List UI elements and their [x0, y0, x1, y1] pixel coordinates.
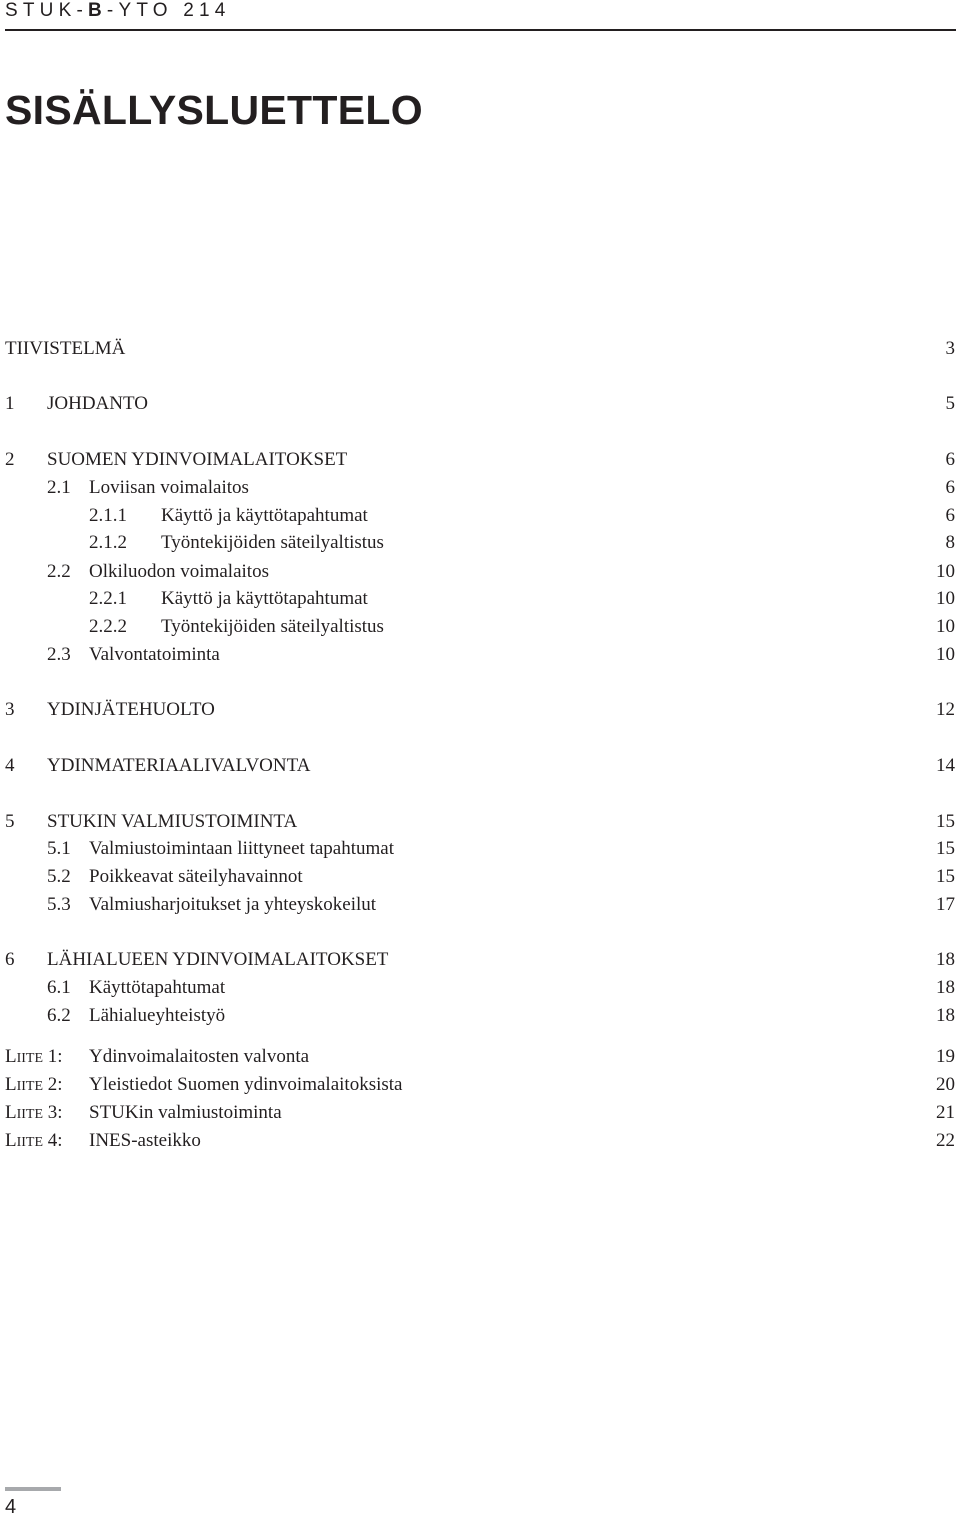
- appendix-prefix-rest: IITE: [16, 1079, 44, 1094]
- appendix-prefix-rest: IITE: [16, 1051, 44, 1066]
- appendix-entry-label: INES-asteikko: [89, 1130, 201, 1151]
- toc-entry: [5, 448, 955, 472]
- toc-entry-label: Valvontatoiminta: [89, 644, 220, 665]
- toc-entry: [5, 1004, 955, 1028]
- appendix-prefix-initial: L: [5, 1102, 17, 1123]
- footer-page-number: 4: [5, 1496, 17, 1518]
- toc-entry-page: 8: [945, 532, 955, 553]
- toc-entry-number: 2.1.1: [89, 505, 127, 526]
- toc-entry: [5, 337, 955, 361]
- toc-entry-number: 1: [5, 393, 15, 414]
- header-part-yto: -YTO 214: [106, 0, 231, 21]
- toc-entry-page: 18: [936, 977, 955, 998]
- toc-entry: [5, 643, 955, 667]
- footer-rule: [5, 1487, 61, 1491]
- toc-entry-label: SUOMEN YDINVOIMALAITOKSET: [47, 449, 348, 470]
- appendix-entry-label: Ydinvoimalaitosten valvonta: [89, 1046, 310, 1067]
- toc-entry-number: 5.1: [47, 838, 71, 859]
- toc-entry-page: 6: [945, 505, 955, 526]
- appendix-entry: [5, 1073, 955, 1097]
- toc-entry-page: 3: [945, 338, 955, 359]
- appendix-number: 2:: [47, 1074, 63, 1095]
- toc-entry-number: 6: [5, 949, 15, 970]
- toc-entry-label: YDINMATERIAALIVALVONTA: [47, 755, 311, 776]
- toc-entry-label: STUKIN VALMIUSTOIMINTA: [47, 811, 298, 832]
- toc-entry-page: 10: [936, 561, 955, 582]
- appendix-prefix-rest: IITE: [16, 1107, 44, 1122]
- toc-entry-page: 5: [945, 393, 955, 414]
- toc-entry-label: Poikkeavat säteilyhavainnot: [89, 866, 303, 887]
- appendix-entry: [5, 1045, 955, 1069]
- toc-entry-label: Työntekijöiden säteilyaltistus: [161, 616, 384, 637]
- page-title: SISÄLLYSLUETTELO: [5, 87, 423, 133]
- appendix-entry-page: 20: [936, 1074, 955, 1095]
- toc-entry-number: 6.2: [47, 1005, 71, 1026]
- appendix-number: 4:: [47, 1130, 63, 1151]
- toc-entry-label: Lähialueyhteistyö: [89, 1005, 226, 1026]
- toc-entry-page: 15: [936, 838, 955, 859]
- toc-entry-page: 6: [945, 449, 955, 470]
- toc-entry: [5, 865, 955, 889]
- appendix-entry: [5, 1129, 955, 1153]
- appendix-prefix-initial: L: [5, 1046, 17, 1067]
- toc-entry-label: TIIVISTELMÄ: [5, 338, 126, 359]
- toc-entry-label: Työntekijöiden säteilyaltistus: [161, 532, 384, 553]
- toc-entry-page: 12: [936, 699, 955, 720]
- toc-entry-number: 5: [5, 811, 15, 832]
- toc-entry: [5, 476, 955, 500]
- toc-entry-label: Valmiusharjoitukset ja yhteyskokeilut: [89, 894, 377, 915]
- toc-entry-label: LÄHIALUEEN YDINVOIMALAITOKSET: [47, 949, 389, 970]
- toc-entry-page: 10: [936, 644, 955, 665]
- toc-entry: [5, 560, 955, 584]
- appendix-number: 1:: [47, 1046, 63, 1067]
- toc-entry: [5, 810, 955, 834]
- toc-entry-page: 15: [936, 866, 955, 887]
- toc-entry-number: 6.1: [47, 977, 71, 998]
- toc-entry-number: 2.2.1: [89, 588, 127, 609]
- toc-entry-page: 18: [936, 949, 955, 970]
- appendix-entry-label: Yleistiedot Suomen ydinvoimalaitoksista: [89, 1074, 403, 1095]
- toc-entry: [5, 754, 955, 778]
- toc-entry-label: Käyttö ja käyttötapahtumat: [161, 588, 368, 609]
- appendix-entry-page: 22: [936, 1130, 955, 1151]
- toc-entry: [5, 976, 955, 1000]
- toc-entry: [5, 587, 955, 611]
- toc-entry-page: 14: [936, 755, 955, 776]
- appendix-entry-label: STUKin valmiustoiminta: [89, 1102, 282, 1123]
- toc-entry-label: YDINJÄTEHUOLTO: [47, 699, 215, 720]
- toc-entry: [5, 392, 955, 416]
- toc-entry-number: 2.1.2: [89, 532, 127, 553]
- appendix-number: 3:: [47, 1102, 63, 1123]
- appendix-entry-page: 19: [936, 1046, 955, 1067]
- toc-entry-label: Valmiustoimintaan liittyneet tapahtumat: [89, 838, 394, 859]
- toc-entry-page: 18: [936, 1005, 955, 1026]
- toc-entry-number: 4: [5, 755, 15, 776]
- toc-entry-page: 17: [936, 894, 955, 915]
- toc-entry-number: 2.3: [47, 644, 71, 665]
- toc-entry: [5, 698, 955, 722]
- toc-entry-number: 5.2: [47, 866, 71, 887]
- appendix-entry-number: [5, 1129, 63, 1155]
- toc-entry-number: 3: [5, 699, 15, 720]
- toc-entry: [5, 504, 955, 528]
- toc-entry: [5, 837, 955, 861]
- header-part-stuk: STUK-: [5, 0, 88, 21]
- toc-entry-number: 5.3: [47, 894, 71, 915]
- appendix-prefix-initial: L: [5, 1074, 17, 1095]
- toc-entry-page: 10: [936, 616, 955, 637]
- toc-entry-label: Käyttö ja käyttötapahtumat: [161, 505, 368, 526]
- toc-entry: [5, 893, 955, 917]
- toc-entry: [5, 531, 955, 555]
- toc-entry-page: 15: [936, 811, 955, 832]
- toc-entry-label: Olkiluodon voimalaitos: [89, 561, 269, 582]
- appendix-prefix-rest: IITE: [16, 1135, 44, 1150]
- toc-entry-page: 10: [936, 588, 955, 609]
- toc-entry-label: JOHDANTO: [47, 393, 148, 414]
- toc-entry-number: 2.1: [47, 477, 71, 498]
- appendix-entry: [5, 1101, 955, 1125]
- appendix-entry-number: [5, 1101, 63, 1127]
- toc-entry-page: 6: [945, 477, 955, 498]
- toc-entry: [5, 615, 955, 639]
- header-part-b: B: [88, 0, 107, 21]
- toc-entry-label: Loviisan voimalaitos: [89, 477, 249, 498]
- toc-entry-number: 2.2: [47, 561, 71, 582]
- toc-entry: [5, 948, 955, 972]
- appendix-entry-page: 21: [936, 1102, 955, 1123]
- toc-entry-number: 2.2.2: [89, 616, 127, 637]
- toc-entry-label: Käyttötapahtumat: [89, 977, 226, 998]
- appendix-entry-number: [5, 1045, 63, 1071]
- appendix-prefix-initial: L: [5, 1130, 17, 1151]
- appendix-entry-number: [5, 1073, 63, 1099]
- toc-entry-number: 2: [5, 449, 15, 470]
